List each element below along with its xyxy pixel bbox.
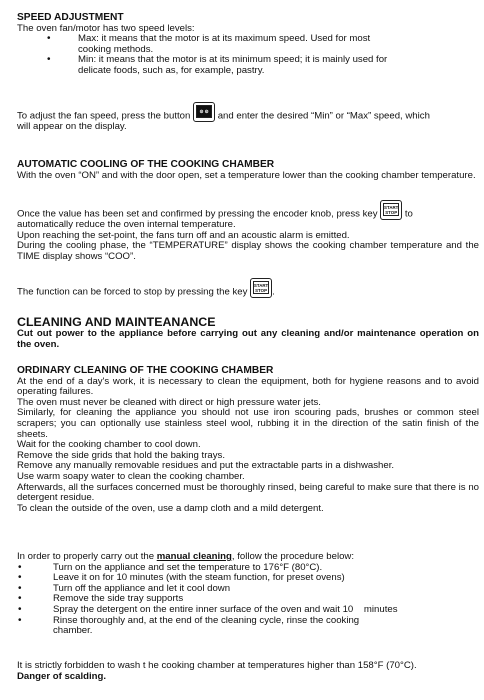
speed-intro: The oven fan/motor has two speed levels:	[17, 22, 195, 34]
cleaning-line: Afterwards, all the surfaces concerned must be thoroughly rinsed, being careful to make sure that there is no detergent residue.	[17, 481, 479, 504]
cleaning-line: Similarly, for cleaning the appliance you should not use iron scouring pads, brushes or common steel scrapers; you can optionally use stainless steel wool, rubbing it in the direction of the satin finish of the sheets.	[17, 407, 479, 440]
forbidden-note: It is strictly forbidden to wash t he cooking chamber at temperatures higher than 158°F (70°C).	[17, 660, 417, 671]
cooling-key-paragraph: Once the value has been set and confirmed by pressing the encoder knob, press key START STOP to automatically reduce the oven internal temperature. Upon reaching the set-point, the fans turn off and an acoustic alarm is emitted. During the cooling phase, the “TEMPERATURE” display shows the cooking chamber temperature and the TIME display shows “COO”.	[17, 200, 479, 262]
ordinary-cleaning-title: ORDINARY CLEANING OF THE COOKING CHAMBER	[17, 365, 274, 376]
list-item: • Rinse thoroughly and, at the end of the cleaning cycle, rinse the cooking chamber.	[17, 616, 479, 637]
procedure-list	[17, 563, 479, 637]
manual-cleaning-term: manual cleaning	[156, 551, 232, 562]
cleaning-line: Wait for the cooking chamber to cool down.	[17, 439, 201, 451]
cleaning-section	[17, 316, 479, 350]
cooling-stop-paragraph: The function can be forced to stop by pressing the key START STOP .	[17, 278, 479, 298]
cooling-p3: Upon reaching the set-point, the fans turn off and an acoustic alarm is emitted.	[17, 229, 350, 241]
list-item: • Min: it means that the motor is at its minimum speed; it is mainly used for delicate foods, such as, for example, pastry.	[17, 55, 479, 76]
cooling-p4: During the cooling phase, the “TEMPERATURE” display shows the cooking chamber temperature and the TIME display shows “COO”.	[17, 240, 479, 262]
cooling-title: AUTOMATIC COOLING OF THE COOKING CHAMBER	[17, 159, 275, 170]
forbidden-section	[17, 661, 479, 682]
danger-note: Danger of scalding.	[17, 670, 107, 682]
manual-cleaning-section: In order to properly carry out the manual cleaning, follow the procedure below: • Turn on the appliance and set the temperature to 176°F (80°C). • Leave it on for 10 minutes (with the steam function, for preset ovens) • Turn off the appliance and let it cool down • Remove the side tray supports • Spray the detergent on the entire inner surface of the oven and wait 10 minutes • Rinse thoroughly and, at the end of the cleaning cycle, rinse the cooking chamber.	[17, 552, 479, 637]
cleaning-line: Remove any manually removable residues and put the extractable parts in a dishwasher.	[17, 460, 395, 472]
speed-title: SPEED ADJUSTMENT	[17, 12, 124, 23]
list-item: • Remove the side tray supports	[17, 594, 479, 605]
list-item: • Spray the detergent on the entire inner surface of the oven and wait 10 minutes	[17, 605, 479, 616]
cleaning-warning: Cut out power to the appliance before carrying out any cleaning and/or maintenance operation on the oven.	[17, 328, 479, 350]
list-item: • Max: it means that the motor is at its maximum speed. Used for most cooking methods.	[17, 34, 479, 55]
ordinary-cleaning-section	[17, 366, 479, 514]
cleaning-line: Use warm soapy water to clean the cooking chamber.	[17, 470, 245, 482]
cooling-section	[17, 160, 479, 181]
speed-list	[17, 34, 479, 76]
speed-section	[17, 13, 479, 77]
cleaning-line: Remove the side grids that hold the baking trays.	[17, 449, 225, 461]
list-item: • Turn on the appliance and set the temperature to 176°F (80°C).	[17, 563, 479, 574]
cleaning-line: To clean the outside of the oven, use a damp cloth and a mild detergent.	[17, 502, 324, 514]
fan-speed-key-icon: ⚙ ⚙	[193, 102, 215, 122]
list-item: • Turn off the appliance and let it cool down	[17, 584, 479, 595]
cleaning-line: The oven must never be cleaned with direct or high pressure water jets.	[17, 396, 321, 408]
cooling-p1: With the oven “ON” and with the door open, set a temperature lower than the cooking chamber temperature.	[17, 169, 476, 181]
start-stop-key-icon: START STOP	[250, 278, 272, 298]
cleaning-line: At the end of a day's work, it is necessary to clean the equipment, both for hygiene reasons and to avoid operating failures.	[17, 375, 479, 398]
cleaning-title: CLEANING AND MAINTEANANCE	[17, 315, 216, 329]
speed-adjust-paragraph: To adjust the fan speed, press the button ⚙ ⚙ and enter the desired “Min” or “Max” speed, which will appear on the display.	[17, 102, 479, 133]
start-stop-key-icon: START STOP	[380, 200, 402, 220]
list-item: • Leave it on for 10 minutes (with the steam function, for preset ovens)	[17, 573, 479, 584]
